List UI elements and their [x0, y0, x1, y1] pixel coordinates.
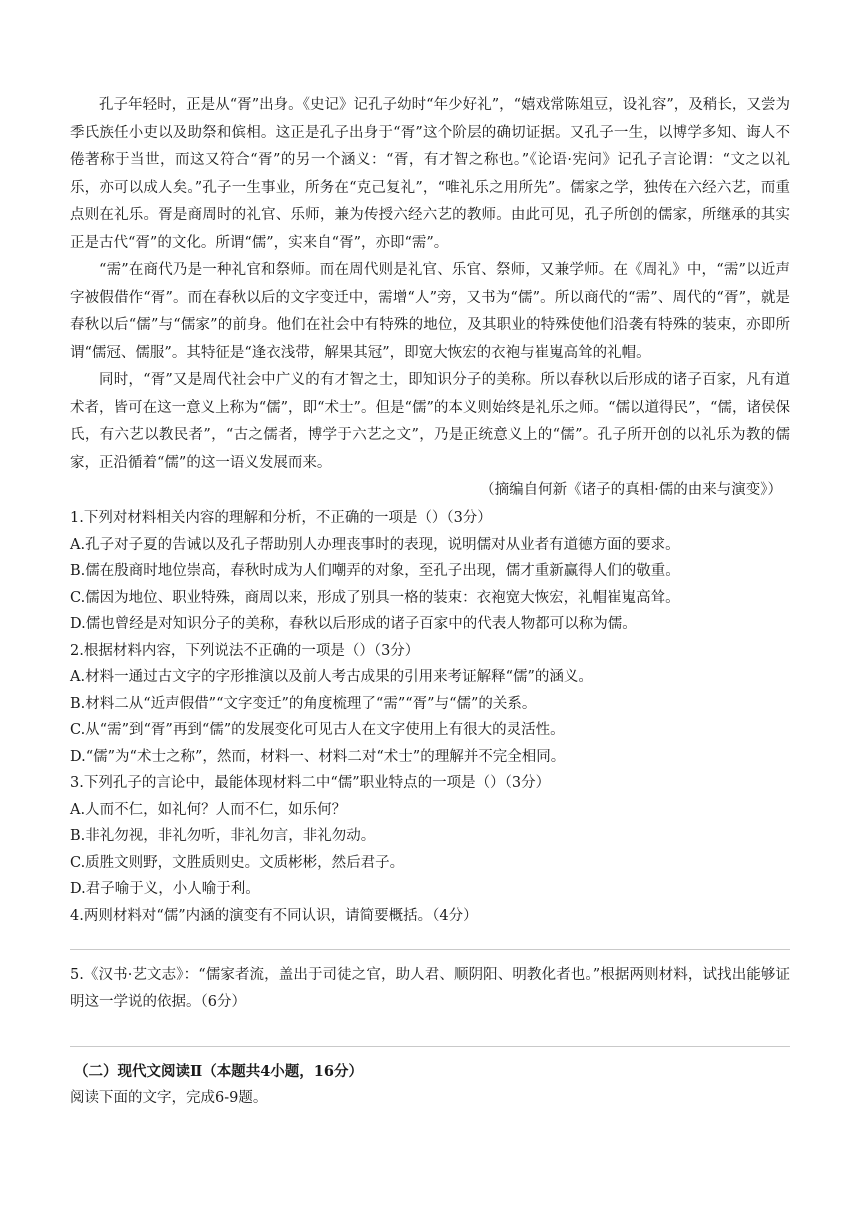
question-4: [70, 903, 790, 930]
passage-source: （摘编自何新《诸子的真相·儒的由来与演变》）: [480, 482, 782, 498]
question-stem: 4.两则材料对“儒”内涵的演变有不同认识，请简要概括。（4分）: [70, 907, 478, 924]
question-stem: 2.根据材料内容，下列说法不正确的一项是（）（3分）: [70, 642, 420, 659]
question-5: [70, 962, 790, 1016]
answer-divider: [70, 1046, 790, 1047]
passage-paragraph-2: “需”在商代乃是一种礼官和祭师。而在周代则是礼官、乐官、祭师，又兼学师。在《周礼》中，“需”以近声字被假借作“胥”。而在春秋以后的文字变迁中，需增“人”旁，又书为“儒”。所以商代的“需”、周代的“胥”，就是春秋以后“儒”与“儒家”的前身。他们在社会中有特殊的地位，及其职业的特殊使他们沿袭有特殊的装束，亦即所谓“儒冠、儒服”。其特征是“逢衣浅带，解果其冠”，即宽大恢宏的衣袍与崔嵬高耸的礼帽。: [70, 262, 790, 361]
option-a: A.材料一通过古文字的字形推演以及前人考古成果的引用来考证解释“儒”的涵义。: [70, 669, 593, 685]
answer-divider: [70, 949, 790, 950]
question-1: [70, 505, 790, 638]
option-d: D.“儒”为“术士之称”，然而，材料一、材料二对“术士”的理解并不完全相同。: [70, 748, 566, 765]
section-title: （二）现代文阅读Ⅱ（本题共4小题，16分）: [74, 1063, 363, 1080]
passage-paragraph-3: 同时，“胥”又是周代社会中广义的有才智之士，即知识分子的美称。所以春秋以后形成的诸子百家，凡有道术者，皆可在这一意义上称为“儒”，即“术士”。但是“儒”的本义则始终是礼乐之师。“儒以道得民”，“儒，诸侯保氏，有六艺以教民者”，“古之儒者，博学于六艺之文”，乃是正统意义上的“儒”。孔子所开创的以礼乐为教的儒家，正沿循着“儒”的这一语义发展而来。: [70, 372, 790, 471]
question-stem: 3.下列孔子的言论中，最能体现材料二中“儒”职业特点的一项是（）（3分）: [70, 775, 551, 791]
option-c: C.质胜文则野，文胜质则史。文质彬彬，然后君子。: [70, 854, 405, 871]
question-3: [70, 770, 790, 903]
passage-paragraph-1: 孔子年轻时，正是从“胥”出身。《史记》记孔子幼时“年少好礼”，“嬉戏常陈俎豆，设礼容”，及稍长，又尝为季氏族任小吏以及助祭和傧相。这正是孔子出身于“胥”这个阶层的确切证据。又孔子一生，以博学多知、诲人不倦著称于当世，而这又符合“胥”的另一个涵义：“胥，有才智之称也。”《论语·宪问》记孔子言论谓：“文之以礼乐，亦可以成人矣。”孔子一生事业，所务在“克己复礼”，“唯礼乐之用所先”。儒家之学，独传在六经六艺，而重点则在礼乐。胥是商周时的礼官、乐师，兼为传授六经六艺的教师。由此可见，孔子所创的儒家，所继承的其实正是古代“胥”的文化。所谓“儒”，实来自“胥”，亦即“需”。: [70, 97, 790, 251]
option-c: C.儒因为地位、职业特殊，商周以来，形成了别具一格的装束：衣袍宽大恢宏，礼帽崔嵬高耸。: [70, 589, 680, 606]
reading-passage: [70, 92, 790, 503]
section-instruction: 阅读下面的文字，完成6-9题。: [70, 1090, 268, 1106]
option-b: B.儒在殷商时地位崇高，春秋时成为人们嘲弄的对象，至孔子出现，儒才重新赢得人们的敬重。: [70, 563, 680, 579]
option-b: B.非礼勿视，非礼勿听，非礼勿言，非礼勿动。: [70, 828, 376, 844]
section-2-header: [70, 1059, 790, 1111]
option-d: D.儒也曾经是对知识分子的美称，春秋以后形成的诸子百家中的代表人物都可以称为儒。: [70, 616, 637, 632]
option-a: A.孔子对子夏的告诫以及孔子帮助别人办理丧事时的表现，说明儒对从业者有道德方面的要求。: [70, 536, 680, 553]
option-c: C.从“需”到“胥”再到“儒”的发展变化可见古人在文字使用上有很大的灵活性。: [70, 722, 565, 738]
option-b: B.材料二从“近声假借”“文字变迁”的角度梳理了“需”“胥”与“儒”的关系。: [70, 695, 537, 712]
question-stem: 5.《汉书·艺文志》：“儒家者流，盖出于司徒之官，助人君、顺阴阳、明教化者也。”根据两则材料，试找出能够证明这一学说的依据。（6分）: [70, 967, 790, 1010]
question-2: [70, 638, 790, 771]
option-a: A.人而不仁，如礼何？人而不仁，如乐何？: [70, 801, 347, 818]
option-d: D.君子喻于义，小人喻于利。: [70, 881, 260, 897]
question-stem: 1.下列对材料相关内容的理解和分析，不正确的一项是（）（3分）: [70, 510, 492, 526]
